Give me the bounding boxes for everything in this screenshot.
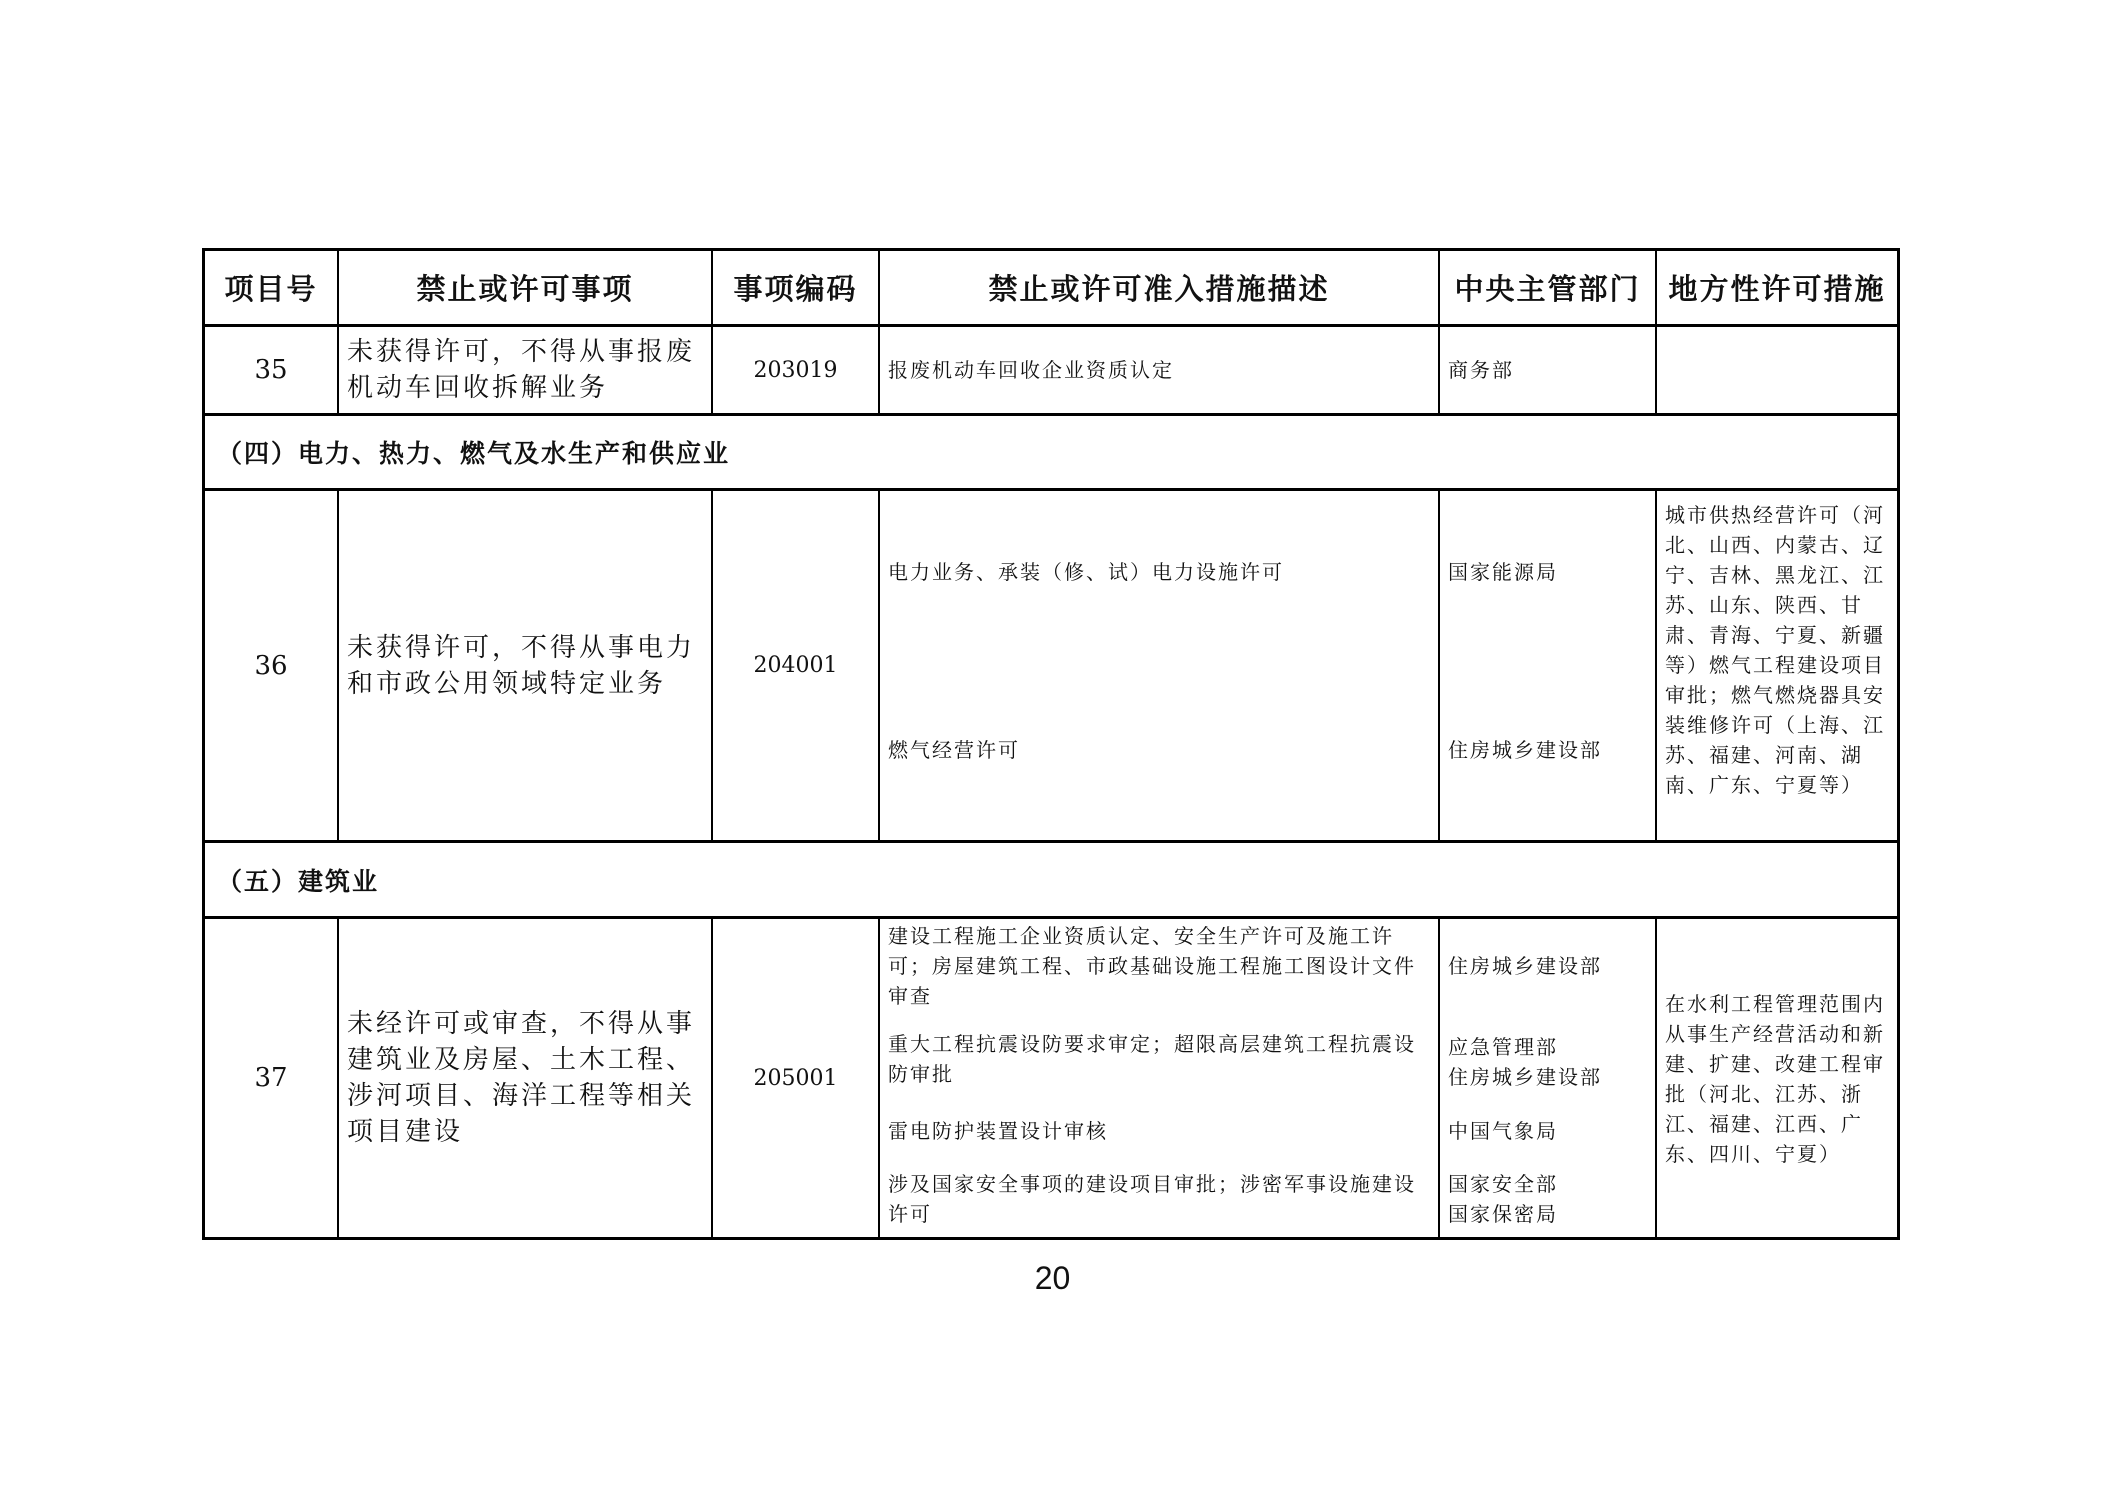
- row-number: 37: [254, 1063, 288, 1093]
- page-number: 20: [1034, 1260, 1071, 1296]
- description-text: 建设工程施工企业资质认定、安全生产许可及施工许可；房屋建筑工程、市政基础设施工程施工图设计文件审查: [888, 924, 1416, 1008]
- section-heading: （五）建筑业: [217, 866, 380, 896]
- item-code: 204001: [753, 653, 838, 678]
- description-text: 报废机动车回收企业资质认定: [888, 358, 1174, 382]
- row-number: 36: [254, 650, 288, 681]
- header-local-measures: 地方性许可措施: [1668, 272, 1886, 306]
- department-text: 住房城乡建设部: [1448, 1065, 1602, 1089]
- header-code: 事项编码: [733, 272, 858, 306]
- header-description: 禁止或许可准入措施描述: [988, 272, 1330, 306]
- item-text: 未获得许可，不得从事电力和市政公用领域特定业务: [347, 632, 696, 699]
- description-text: 电力业务、承装（修、试）电力设施许可: [888, 560, 1284, 584]
- section-heading: （四）电力、热力、燃气及水生产和供应业: [217, 439, 731, 468]
- department-text: 住房城乡建设部: [1448, 738, 1602, 762]
- department-text: 国家安全部: [1448, 1172, 1558, 1196]
- col-divider: [1438, 489, 1440, 841]
- description-text: 涉及国家安全事项的建设项目审批；涉密军事设施建设许可: [888, 1172, 1416, 1226]
- item-code: 205001: [753, 1065, 838, 1091]
- item-text: 未获得许可，不得从事报废机动车回收拆解业务: [347, 337, 696, 403]
- header-item: 禁止或许可事项: [416, 272, 634, 306]
- header-central-department: 中央主管部门: [1454, 272, 1641, 306]
- department-text: 国家能源局: [1448, 560, 1558, 584]
- description-text: 重大工程抗震设防要求审定；超限高层建筑工程抗震设防审批: [888, 1032, 1416, 1086]
- local-measures-text: [1657, 327, 1897, 413]
- row-number: 35: [254, 355, 288, 385]
- department-text: 商务部: [1448, 358, 1514, 382]
- department-text: 国家保密局: [1448, 1202, 1558, 1226]
- department-text: 中国气象局: [1448, 1119, 1558, 1143]
- description-text: 燃气经营许可: [888, 738, 1020, 762]
- permit-table: [202, 248, 1900, 1240]
- description-text: 雷电防护装置设计审核: [888, 1119, 1108, 1143]
- department-text: 应急管理部: [1448, 1035, 1558, 1059]
- header-project-number: 项目号: [224, 272, 318, 306]
- item-code: 203019: [753, 357, 838, 383]
- department-text: 住房城乡建设部: [1448, 954, 1602, 978]
- col-divider: [878, 489, 880, 841]
- local-measures-text: 在水利工程管理范围内从事生产经营活动和新建、扩建、改建工程审批（河北、江苏、浙江、福建、江西、广东、四川、宁夏）: [1665, 992, 1885, 1166]
- local-measures-text: 城市供热经营许可（河北、山西、内蒙古、辽宁、吉林、黑龙江、江苏、山东、陕西、甘肃、青海、宁夏、新疆等）燃气工程建设项目审批；燃气燃烧器具安装维修许可（上海、江苏、福建、河南、湖南、广东、宁夏等）: [1665, 503, 1885, 797]
- item-text: 未经许可或审查，不得从事建筑业及房屋、土木工程、涉河项目、海洋工程等相关项目建设: [347, 1009, 696, 1147]
